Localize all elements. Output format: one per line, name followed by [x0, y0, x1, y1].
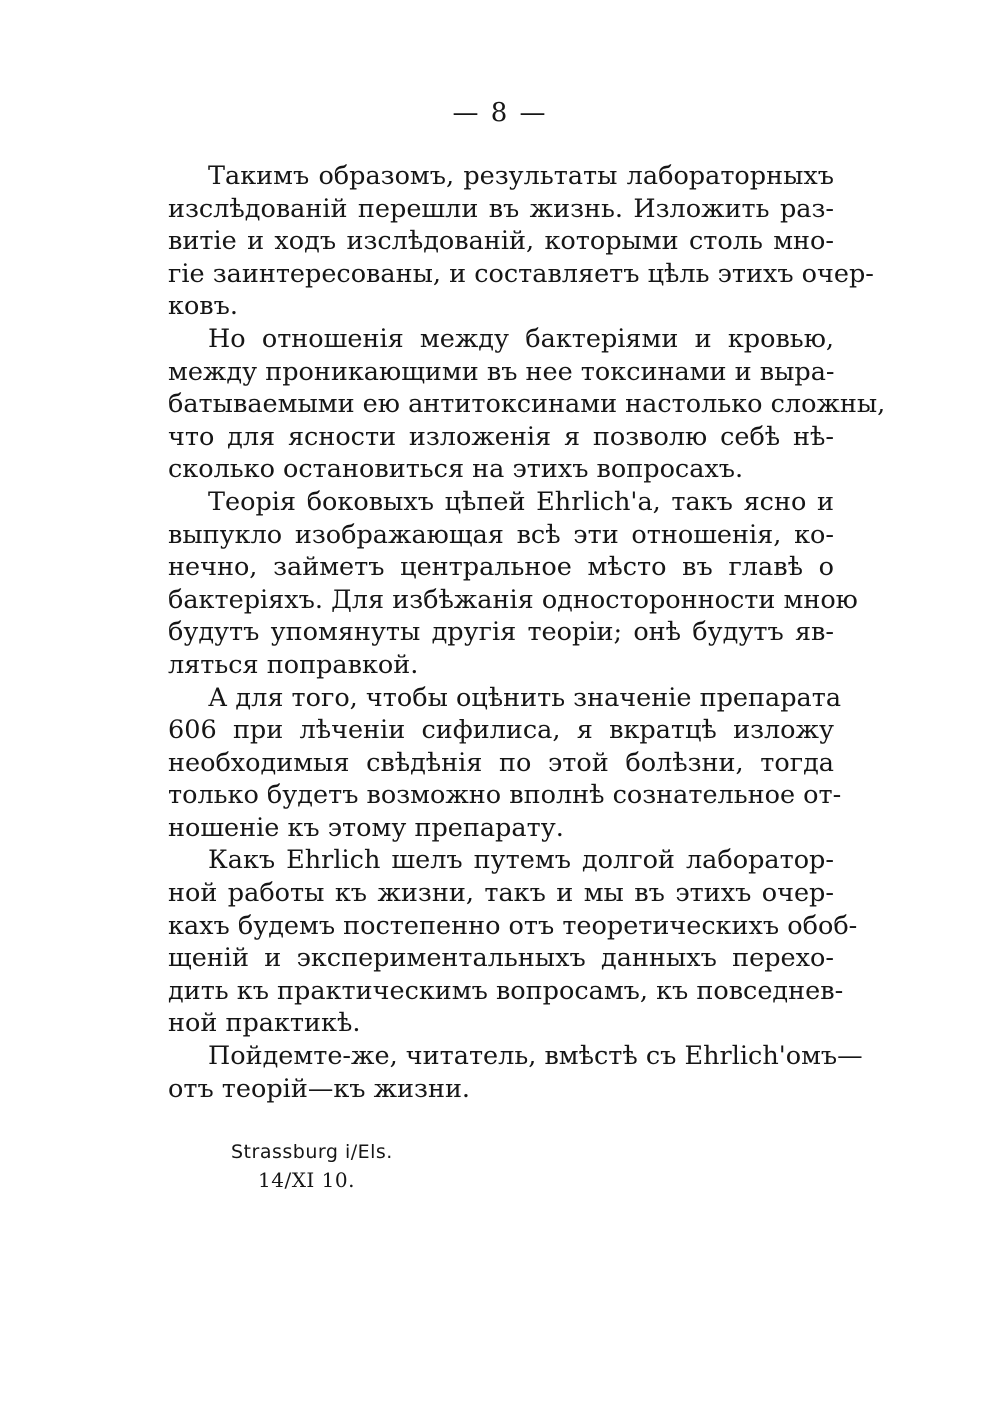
- text-line: что для ясности изложенія я позволю себѣ нѣ-: [168, 421, 834, 452]
- text-line: Пойдемте-же, читатель, вмѣстѣ съ Ehrlich'омъ—: [208, 1041, 863, 1072]
- text-line: между проникающими въ нее токсинами и выра-: [168, 356, 835, 387]
- text-line: только будетъ возможно вполнѣ сознательное от-: [168, 780, 842, 811]
- text-line: изслѣдованій перешли въ жизнь. Изложить раз-: [168, 193, 834, 224]
- text-line: ной работы къ жизни, такъ и мы въ этихъ очер-: [168, 878, 834, 909]
- text-line: необходимыя свѣдѣнія по этой болѣзни, тогда: [168, 747, 834, 778]
- text-line: Какъ Ehrlich шелъ путемъ долгой лаборатор-: [208, 845, 834, 876]
- signature-date: 14/XI 10.: [258, 1168, 355, 1192]
- text-line: батываемыми ею антитоксинами настолько сложны,: [168, 389, 886, 420]
- text-line: ковъ.: [168, 291, 238, 322]
- text-line: сколько остановиться на этихъ вопросахъ.: [168, 454, 744, 485]
- paragraph-4: [168, 682, 842, 845]
- text-line: 606 при лѣченіи сифилиса, я вкратцѣ изложу: [168, 715, 834, 746]
- text-line: гіе заинтересованы, и составляетъ цѣль этихъ очер-: [168, 258, 874, 289]
- text-line: ношеніе къ этому препарату.: [168, 812, 564, 843]
- text-line: дить къ практическимъ вопросамъ, къ повседнев-: [168, 975, 844, 1006]
- signature-block: [231, 1138, 393, 1194]
- text-line: щеній и экспериментальныхъ данныхъ перехо-: [168, 943, 834, 974]
- text-line: Но отношенія между бактеріями и кровью,: [208, 323, 834, 354]
- text-line: бактеріяхъ. Для избѣжанія односторонности мною: [168, 584, 858, 615]
- paragraph-1: [168, 160, 874, 323]
- text-line: А для того, чтобы оцѣнить значеніе препарата: [208, 682, 842, 713]
- page-number: — 8 —: [452, 98, 548, 128]
- text-line: Такимъ образомъ, результаты лабораторныхъ: [208, 161, 834, 191]
- text-line: нечно, займетъ центральное мѣсто въ главѣ о: [168, 552, 834, 583]
- text-line: ляться поправкой.: [168, 649, 419, 680]
- body-text: [168, 160, 886, 1105]
- text-line: выпукло изображающая всѣ эти отношенія, ко-: [168, 519, 834, 550]
- signature-place: Strassburg i/Els.: [231, 1141, 393, 1163]
- text-line: витіе и ходъ изслѣдованій, которыми столь мно-: [168, 226, 834, 257]
- paragraph-6: [168, 1040, 863, 1105]
- text-line: отъ теорій—къ жизни.: [168, 1073, 471, 1104]
- paragraph-2: [168, 323, 886, 486]
- paragraph-5: [168, 844, 858, 1040]
- text-line: Теорія боковыхъ цѣпей Ehrlich'а, такъ ясно и: [208, 486, 834, 517]
- text-line: кахъ будемъ постепенно отъ теоретическихъ обоб-: [168, 910, 858, 941]
- text-line: ной практикѣ.: [168, 1008, 361, 1039]
- paragraph-3: [168, 486, 858, 682]
- text-line: будутъ упомянуты другія теоріи; онѣ будутъ яв-: [168, 617, 834, 648]
